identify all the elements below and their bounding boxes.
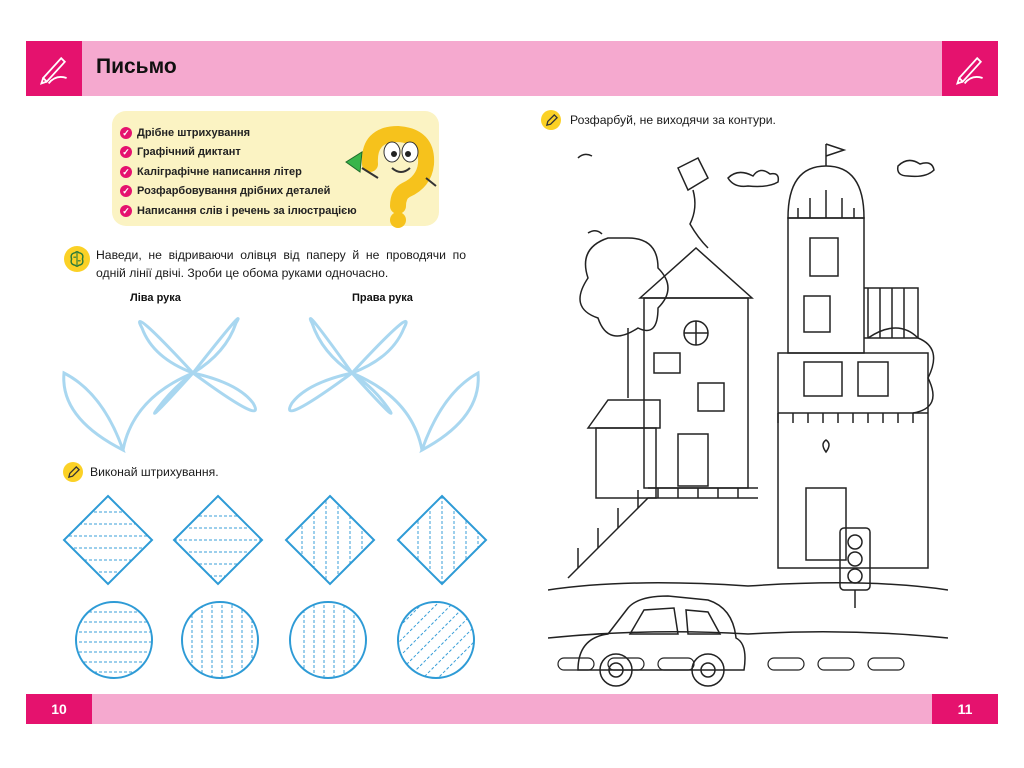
hatch-circle-diagonal xyxy=(396,600,476,680)
pencil-hand-icon xyxy=(952,51,988,87)
skill-item: ✓ Каліграфічне написання літер xyxy=(120,162,357,182)
pencil-hand-icon xyxy=(36,51,72,87)
left-hand-label: Ліва рука xyxy=(130,292,181,304)
skills-list xyxy=(120,123,357,221)
skill-item: ✓ Графічний диктант xyxy=(120,143,357,163)
right-hand-flower-trace xyxy=(282,308,482,454)
house-coloring-illustration xyxy=(548,138,948,690)
pencil-icon-badge xyxy=(63,462,83,482)
header-right-badge xyxy=(942,41,998,96)
right-page-number: 11 xyxy=(932,694,998,724)
page-title: Письмо xyxy=(96,55,177,78)
check-icon: ✓ xyxy=(120,146,132,158)
hatch-diamond-vertical xyxy=(286,496,374,584)
brain-icon-badge xyxy=(64,246,90,272)
check-icon: ✓ xyxy=(120,205,132,217)
hatch-diamond-horizontal xyxy=(64,496,152,584)
hatch-instruction: Виконай штрихування. xyxy=(90,465,219,479)
header-left-badge xyxy=(26,41,82,96)
pencil-icon-badge-right xyxy=(541,110,561,130)
check-icon: ✓ xyxy=(120,127,132,139)
left-page-number: 10 xyxy=(26,694,92,724)
hatching-exercises xyxy=(58,488,494,690)
pencil-icon xyxy=(67,466,80,479)
skill-item: ✓ Дрібне штрихування xyxy=(120,123,357,143)
right-hand-label: Права рука xyxy=(352,292,413,304)
check-icon: ✓ xyxy=(120,185,132,197)
skill-item: ✓ Розфарбовування дрібних деталей xyxy=(120,182,357,202)
hatch-circle-vertical xyxy=(182,600,258,680)
left-hand-flower-trace xyxy=(58,308,274,454)
hatch-diamond-vertical-2 xyxy=(398,496,486,584)
brain-icon xyxy=(68,250,86,268)
hatch-circle-horizontal xyxy=(74,602,154,678)
question-mark-mascot-icon xyxy=(340,122,440,228)
coloring-instruction: Розфарбуй, не виходячи за контури. xyxy=(570,113,776,127)
hatch-diamond-horizontal-2 xyxy=(174,496,262,584)
check-icon: ✓ xyxy=(120,166,132,178)
trace-instruction: Наведи, не відриваючи олівця від паперу й не проводячи по одній лінії двічі. Зроби це обома руками одночасно. xyxy=(96,248,466,280)
skill-item: ✓ Написання слів і речень за ілюстрацією xyxy=(120,201,357,221)
hatch-circle-vertical-2 xyxy=(290,600,366,680)
footer-band xyxy=(26,694,998,724)
pencil-icon xyxy=(545,114,558,127)
